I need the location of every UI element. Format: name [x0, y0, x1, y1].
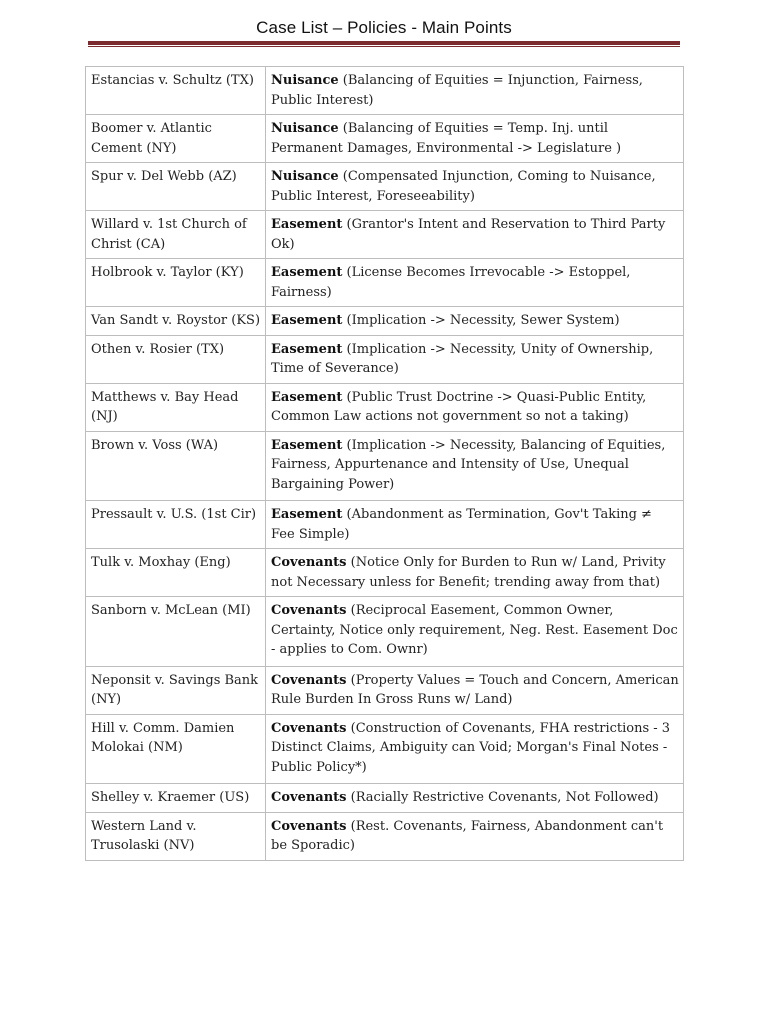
- topic-label: Easement: [271, 389, 343, 405]
- case-name-cell: Sanborn v. McLean (MI): [86, 597, 266, 667]
- main-points-cell: [266, 211, 684, 259]
- case-table-body: [86, 67, 684, 861]
- table-row: [86, 383, 684, 431]
- case-name-cell: Othen v. Rosier (TX): [86, 335, 266, 383]
- main-points-cell: [266, 549, 684, 597]
- topic-label: Easement: [271, 341, 343, 357]
- topic-label: Easement: [271, 265, 343, 280]
- main-points-cell: [266, 714, 684, 784]
- table-row: [86, 211, 684, 259]
- title-underline-thin: [88, 46, 680, 47]
- case-name-cell: Matthews v. Bay Head (NJ): [86, 383, 266, 431]
- topic-label: Nuisance: [271, 121, 339, 136]
- points-text: (Reciprocal Easement, Common Owner, Certainty, Notice only requirement, Neg. Rest. Easement Doc - applies to Com. Ownr): [271, 603, 678, 657]
- case-name-cell: Shelley v. Kraemer (US): [86, 784, 266, 813]
- case-name-cell: Tulk v. Moxhay (Eng): [86, 549, 266, 597]
- case-name-cell: Van Sandt v. Roystor (KS): [86, 307, 266, 336]
- page-title: Case List – Policies - Main Points: [256, 18, 512, 37]
- main-points-cell: [266, 115, 684, 163]
- points-text: (Implication -> Necessity, Balancing of Equities, Fairness, Appurtenance and Intensity of Use, Unequal Bargaining Power): [271, 437, 666, 492]
- main-points-cell: [266, 163, 684, 211]
- case-name-cell: Western Land v. Trusolaski (NV): [86, 812, 266, 860]
- table-row: [86, 714, 684, 784]
- case-name-cell: Hill v. Comm. Damien Molokai (NM): [86, 714, 266, 784]
- title-underline-thick: [88, 41, 680, 45]
- main-points-cell: [266, 431, 684, 501]
- case-name-cell: Holbrook v. Taylor (KY): [86, 259, 266, 307]
- main-points-cell: [266, 383, 684, 431]
- case-table: [85, 66, 684, 861]
- case-name-cell: Spur v. Del Webb (AZ): [86, 163, 266, 211]
- points-text: (Property Values = Touch and Concern, American Rule Burden In Gross Runs w/ Land): [271, 672, 679, 707]
- topic-label: Nuisance: [271, 73, 339, 88]
- main-points-cell: [266, 501, 684, 549]
- topic-label: Easement: [271, 507, 343, 522]
- points-text: (Compensated Injunction, Coming to Nuisance, Public Interest, Foreseeability): [271, 169, 656, 204]
- points-text: (Implication -> Necessity, Unity of Ownership, Time of Severance): [271, 341, 654, 376]
- points-text: (Public Trust Doctrine -> Quasi-Public Entity, Common Law actions not government so not a taking): [271, 389, 647, 424]
- topic-label: Covenants: [271, 555, 347, 570]
- table-row: [86, 115, 684, 163]
- case-name-cell: Brown v. Voss (WA): [86, 431, 266, 501]
- table-row: [86, 335, 684, 383]
- points-text: (Rest. Covenants, Fairness, Abandonment can't be Sporadic): [271, 818, 664, 853]
- table-row: [86, 784, 684, 813]
- main-points-cell: [266, 812, 684, 860]
- main-points-cell: [266, 335, 684, 383]
- points-text: (Notice Only for Burden to Run w/ Land, Privity not Necessary unless for Benefit; trending away from that): [271, 555, 666, 590]
- topic-label: Easement: [271, 437, 343, 453]
- topic-label: Easement: [271, 313, 343, 328]
- points-text: (Balancing of Equities = Temp. Inj. until Permanent Damages, Environmental -> Legislature ): [271, 121, 622, 156]
- points-text: (Racially Restrictive Covenants, Not Followed): [346, 790, 659, 805]
- topic-label: Covenants: [271, 720, 347, 736]
- points-text: (Construction of Covenants, FHA restrictions - 3 Distinct Claims, Ambiguity can Void; Morgan's Final Notes - Public Policy*): [271, 720, 671, 775]
- main-points-cell: [266, 259, 684, 307]
- points-text: (Abandonment as Termination, Gov't Taking ≠ Fee Simple): [271, 507, 652, 542]
- table-row: [86, 163, 684, 211]
- case-name-cell: Pressault v. U.S. (1st Cir): [86, 501, 266, 549]
- points-text: (Balancing of Equities = Injunction, Fairness, Public Interest): [271, 73, 643, 108]
- topic-label: Covenants: [271, 603, 347, 618]
- table-row: [86, 812, 684, 860]
- main-points-cell: [266, 597, 684, 667]
- case-name-cell: Willard v. 1st Church of Christ (CA): [86, 211, 266, 259]
- points-text: (Grantor's Intent and Reservation to Third Party Ok): [271, 217, 666, 252]
- table-row: [86, 307, 684, 336]
- table-row: [86, 549, 684, 597]
- table-row: [86, 259, 684, 307]
- topic-label: Covenants: [271, 672, 347, 688]
- case-name-cell: Estancias v. Schultz (TX): [86, 67, 266, 115]
- table-row: [86, 666, 684, 714]
- main-points-cell: [266, 784, 684, 813]
- topic-label: Easement: [271, 217, 343, 232]
- topic-label: Nuisance: [271, 169, 339, 184]
- case-name-cell: Neponsit v. Savings Bank (NY): [86, 666, 266, 714]
- points-text: (License Becomes Irrevocable -> Estoppel, Fairness): [271, 265, 631, 300]
- main-points-cell: [266, 67, 684, 115]
- topic-label: Covenants: [271, 818, 347, 834]
- table-row: [86, 501, 684, 549]
- table-row: [86, 597, 684, 667]
- points-text: (Implication -> Necessity, Sewer System): [342, 313, 620, 328]
- case-name-cell: Boomer v. Atlantic Cement (NY): [86, 115, 266, 163]
- topic-label: Covenants: [271, 790, 347, 805]
- table-row: [86, 431, 684, 501]
- main-points-cell: [266, 666, 684, 714]
- table-row: [86, 67, 684, 115]
- main-points-cell: [266, 307, 684, 336]
